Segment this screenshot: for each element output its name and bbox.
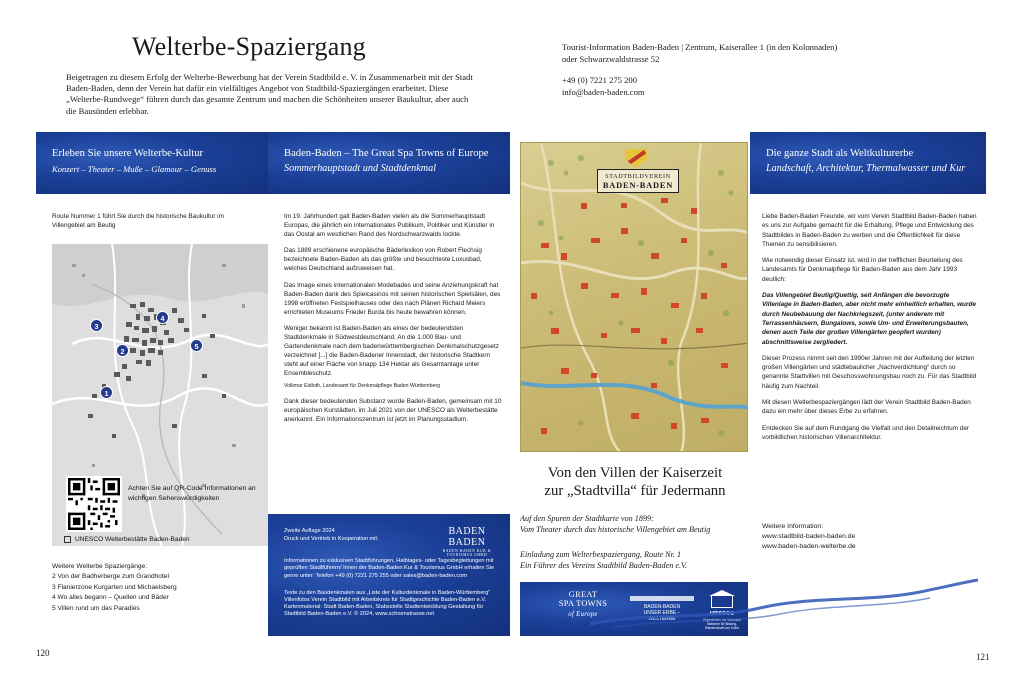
cover-title-line2: zur „Stadtvilla“ für Jedermann [544,483,726,499]
paragraph: Liebe Baden-Baden Freunde, wir vom Verein Stadtbild Baden-Baden haben es uns zur Aufgabe gemacht für die Erhaltung, Pflege und Entwicklung des Stadtbildes in Baden-Baden zu werben und die Öffentlichkeit für diese Themen zu sensibilisieren. [762,213,977,248]
cover-subtitle-line1: Auf den Spuren der Stadtkarte von 1899: [520,514,654,523]
contact-phone: +49 (0) 7221 275 200 [562,75,638,85]
contact-address-alt: oder Schwarzwaldstrasse 52 [562,53,660,64]
baden-baden-logo [432,526,502,557]
panel1-subtitle: Konzert – Theater – Muße – Glamour – Genuss [52,164,217,174]
cover-subtitle [520,514,750,536]
quote: Das Villengebiet Beutig/Quettig, seit Anfängen die bevorzugte Villenlage in Baden-Baden, aber nicht mehr einheitlich erhalten, wurde durch Neubebauung der Nachkriegszeit, (unter anderem mit Terrassenhäusern, Bungalows, sowie Um- und Erweiterungsbauten, denen auch Teile der großen Villengärten geopfert wurden) abschnittsweise zergliedert. [762,292,976,346]
panel4-band [750,132,986,194]
links-title: Weitere Information: [762,523,824,530]
edition: Zweite Auflage 2024 [284,528,335,534]
brush-stroke-decoration [590,572,980,632]
cover-invitation [520,550,750,572]
qr-label: Achten Sie auf QR-Code Informationen an wichtigen Sehenswürdigkeiten [128,485,256,502]
paragraph: Das 1889 erschienene europäische Bäderlexikon von Robert Flechsig bezeichnete Baden-Baden als das größte und besuchteste Luxusbad, welches Deutschland aufzuweisen hat. [284,247,482,273]
panel-map [36,132,268,636]
paragraph: Im 19. Jahrhundert galt Baden-Baden vielen als die Sommerhauptstadt Europas, die jährlich ein internationales Publikum, Politiker und Künstler in das Oostal am westlichen Rand des Nordschwarzwalds lockte. [284,213,495,239]
panel1-title: Erleben Sie unsere Welterbe-Kultur [52,148,204,159]
quote-caption: Volkmar Eidloth, Landesamt für Denkmalpflege Baden Württemberg [284,382,440,389]
plaque-bottom: BADEN-BADEN [602,181,674,190]
info-links [762,522,972,552]
list-item: 2 Von der Badherberge zum Grandhotel [52,573,169,581]
map-marker-3[interactable]: 3 [90,319,103,332]
link-stadtbild[interactable]: www.stadtbild-baden-baden.de [762,533,856,540]
unesco-tag [64,536,190,543]
panel-welcome [750,132,986,636]
bbw-line2: UNSER ERBE – [643,610,681,617]
panel2-subtitle: Sommerhauptstadt und Stadtdenkmal [284,163,437,174]
route-intro: Route Nummer 1 führt Sie durch die historische Baukultur im Villengebiet am Beutig [52,213,224,229]
gst-line1: GREAT [568,590,598,599]
checkbox-icon [64,536,71,543]
map-marker-4[interactable]: 4 [156,311,169,324]
cover-invitation-line1: Einladung zum Welterbespaziergang, Route Nr. 1 [520,550,682,559]
logo-text: BADEN BADEN [448,526,486,548]
unesco-small: Organisation der Vereinten Nationen für Bildung, Wissenschaft und Kultur [703,618,741,630]
panel2-body [284,212,504,431]
contact-address: Tourist-Information Baden-Baden | Zentrum, Kaiserallee 1 (in den Kolonnaden) [562,42,838,52]
panel4-subtitle: Landschaft, Architektur, Thermalwasser und Kur [766,163,966,174]
gst-line2: SPA TOWNS [558,599,608,608]
list-item: 5 Villen rund um das Paradies [52,604,140,612]
panel4-body [762,212,978,449]
tour-info: Informationen zu exklusiven Stadtführungen, Halbtages- oder Tagesbegleitungen mit geprüften Stadtführern/ Innen der Baden-Baden Kur & Tourismus GmbH erhalten Sie gerne unter: Telefon +49 (0) 7221 275 255 oder sales@baden-baden.com [284,558,495,579]
map-marker-1[interactable]: 1 [100,386,113,399]
bbw-line1: BADEN-BADEN [643,604,681,610]
bbw-line3: WELTERBE [648,616,676,623]
cover-subtitle-line2: Vom Theater durch das historische Villengebiet am Beutig [520,524,711,534]
panel-history [268,132,510,636]
paragraph: Mit diesen Welterbespaziergängen lädt der Verein Stadtbild Baden-Baden dazu ein mehr über dieses Erbe zu erfahren. [762,399,971,416]
panel2-title: Baden-Baden – The Great Spa Towns of Europe [284,148,489,159]
list-item: 4 Wo alles begann – Quellen und Bäder [52,594,169,602]
cover-invitation-line2: Ein Führer des Vereins Stadtbild Baden-Baden e.V. [520,560,688,570]
credits: Texte zu den Baudenkmalen aus „Liste der Kulturdenkmale in Baden-Württemberg“ Villenfotos Verein Stadtbild mit Arbeitskreis für Stadtgeschichte Baden-Baden e.V. Kartenmaterial: Stadt Baden-Baden, Stabsstelle Stadtentwicklung Gestaltung für Stadtbild Baden-Baden e.V. © 2024, www.schoenstrasse.net [284,590,491,618]
paragraph: Entdecken Sie auf dem Rundgang die Vielfalt und den Detailreichtum der vorbildlichen historischen Villenarchitektur. [762,424,969,441]
print-info: Druck und Vertrieb in Kooperation mit: [284,535,379,542]
brochure-spread [36,132,1015,636]
cover-title [520,464,750,500]
historic-map [520,142,748,452]
panel2-footer [268,514,510,636]
paragraph: Dank dieser bedeutenden Substanz wurde Baden-Baden, gemeinsam mit 10 europäischen Kurstädten, im Juli 2021 von der UNESCO als Welterbestätte anerkannt. Ein Informationszentrum ist jetzt im Planungsstadium. [284,397,502,423]
contact-email: info@baden-baden.com [562,86,645,97]
map-marker-5[interactable]: 5 [190,339,203,352]
panel4-title: Die ganze Stadt als Weltkulturerbe [766,148,914,159]
logo-subtext: BADEN-BADEN KUR & TOURISMUS GMBH [442,549,492,557]
edition-info [284,528,404,543]
page-title: Welterbe-Spaziergang [132,32,366,61]
map-marker-2[interactable]: 2 [116,344,129,357]
page-number-left: 120 [36,648,50,658]
panel-cover [510,132,750,636]
paragraph: Dieser Prozess nimmt seit den 1990er Jahren mit der Aufteilung der letzten großen Villengärten und städtebaulicher „Nachverdichtung“ durch so genannte Stadtvillen mit Geschosswohnungsbau noch zu. Für das Stadtbild häufig zum Nachteil. [762,354,977,390]
unesco-text: unesco [709,610,735,617]
plaque-top: STADTBILDVEREIN [605,173,671,180]
intro-text: Beigetragen zu diesem Erfolg der Welterbe-Bewerbung hat der Verein Stadtbild e. V. in Zusammenarbeit mit der Stadt Baden-Baden, denn der Verein hat dafür ein vielfältiges Angebot von Stadtbild-Spaziergängen erarbeitet. Diese „Welterbe-Rundwege“ führen durch das gesamte Zentrum und machen die Schönheiten unserer Baukultur, aber auch die Bausünden erlebbar. [66,72,473,116]
contact-block [562,42,922,98]
routes-title: Weitere Welterbe Spaziergänge: [52,563,148,570]
list-item: 3 Flanierzone Kurgarten und Michaelsberg [52,583,177,591]
page-number-right: 121 [976,652,990,662]
qr-code[interactable] [66,476,122,532]
qr-code-icon [68,478,120,530]
paragraph: Weniger bekannt ist Baden-Baden als eines der bedeutendsten Stadtdenkmale in Südwestdeutschland. An die 1.000 Bau- und Gartendenkmale nach dem badenwürttembergischen Denkmalschutzgesetz verzeichnet [...] die Baden-Badener Innenstadt, der historische Stadtkern steht auf einer Fläche von knapp 134 Hektar als Gesamtanlage unter Ensembleschutz. [284,324,499,378]
gst-line3: of Europe [568,611,598,618]
paragraph: Das Image eines internationalen Modebades und seine Anziehungskraft hat Baden-Baden dank des Spielcasinos mit seinen historischen Spielsälen, des 1998 eröffneten Festspielhauses oder des nach Plänen Richard Meiers errichteten Museums Frieder Burda bis heute bewahren können. [284,281,501,316]
link-welterbe[interactable]: www.baden-baden-welterbe.de [762,543,856,550]
routes-list [52,562,262,614]
stadtbildverein-plaque [597,169,679,193]
cover-title-line1: Von den Villen der Kaiserzeit [547,465,723,481]
unesco-tag-label: UNESCO Welterbestätte Baden-Baden [75,536,190,543]
panel1-band [36,132,268,194]
panel2-band [268,132,510,194]
paragraph: Wie notwendig dieser Einsatz ist, wird in der trefflichen Beurteilung des Landesamts für Denkmalpflege für Baden-Baden aus dem Jahr 1993 deutlich: [762,257,963,283]
